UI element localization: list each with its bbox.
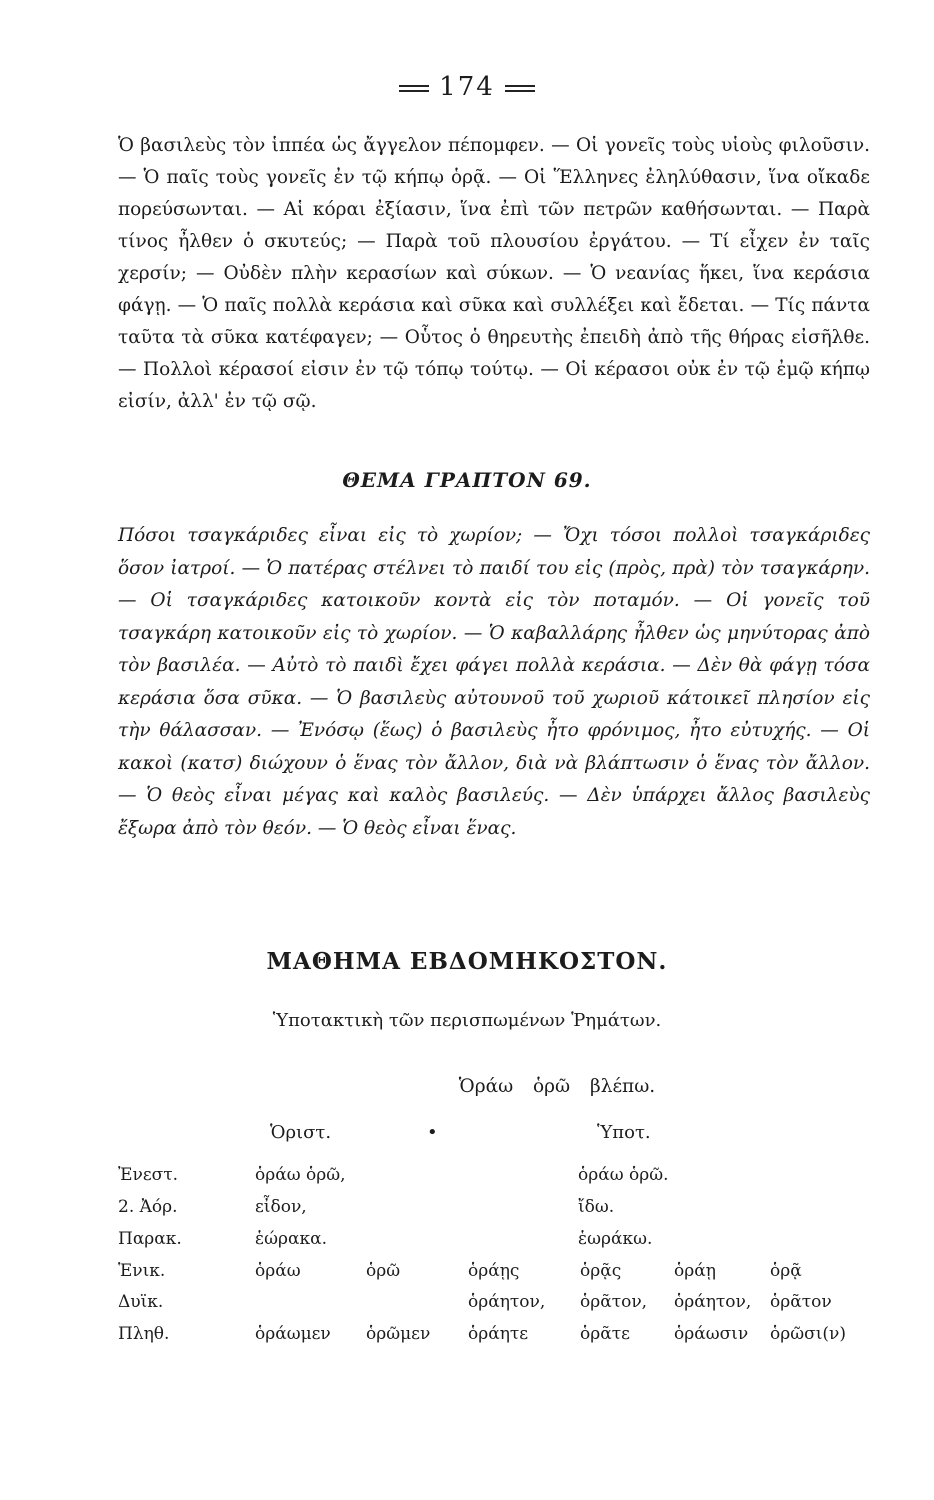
column-header-subjunctive: Ὑποτ.	[597, 1122, 651, 1143]
page-number-rule-right	[505, 85, 535, 92]
conj-form: ὁρᾶτον,	[580, 1292, 648, 1312]
cell-perfect-subjunctive: ἑωράκω.	[578, 1229, 653, 1249]
row-label-plural: Πληθ.	[118, 1324, 170, 1344]
conj-form: ὁρᾷς	[580, 1261, 622, 1281]
page-number-text: 174	[439, 72, 495, 102]
cell-aorist-indicative: εἶδον,	[255, 1197, 307, 1217]
exercise-paragraph-modern-greek: Πόσοι τσαγκάριδες εἶναι εἰς τὸ χωρίον; — Ὄχι τόσοι πολλοὶ τσαγκάριδες ὅσον ἰατροί. — Ὁ πατέρας στέλνει τὸ παιδί του εἰς (πρὸς, πρὰ) τὸν τσαγκάρην. — Οἱ τσαγκάριδες κατοικοῦν κοντὰ εἰς τὸν ποταμόν. — Οἱ γονεῖς τοῦ τσαγκάρη κατοικοῦν εἰς τὸ χωρίον. — Ὁ καβαλλάρης ἦλθεν ὡς μηνύτορας ἀπὸ τὸν βασιλέα. — Αὐτὸ τὸ παιδὶ ἔχει φάγει πολλὰ κεράσια. — Δὲν θὰ φάγῃ τόσα κεράσια ὅσα σῦκα. — Ὁ βασιλεὺς αὐτουνοῦ τοῦ χωριοῦ κάτοικεῖ πλησίον εἰς τὴν θάλασσαν. — Ἐνόσῳ (ἕως) ὁ βασιλεὺς ἦτο φρόνιμος, ἦτο εὐτυχής. — Οἱ κακοὶ (κατσ) διώχουν ὁ ἕνας τὸν ἄλλον, διὰ νὰ βλάπτωσιν ὁ ἕνας τὸν ἄλλον. — Ὁ θεὸς εἶναι μέγας καὶ καλὸς βασιλεύς. — Δὲν ὑπάρχει ἄλλος βασιλεὺς ἔξωρα ἀπὸ τὸν θεόν. — Ὁ θεὸς εἶναι ἕνας.	[118, 525, 870, 839]
row-label-aorist: 2. Ἀόρ.	[118, 1197, 178, 1217]
row-label-perfect: Παρακ.	[118, 1229, 182, 1249]
conj-form: ὁράητε	[468, 1324, 529, 1344]
lesson-subtitle: Ὑποτακτικὴ τῶν περισπωμένων Ῥημάτων.	[272, 1010, 662, 1031]
conj-form: ὁρῶ	[366, 1261, 401, 1281]
conj-form: ὁρῶμεν	[366, 1324, 431, 1344]
conj-form: ὁράητον,	[674, 1292, 752, 1312]
conj-form: ὁρᾶτε	[580, 1324, 630, 1344]
cell-present-indicative: ὁράω ὁρῶ,	[255, 1165, 346, 1185]
page-number-rule-left	[399, 85, 429, 92]
page-number	[0, 72, 934, 102]
cell-present-subjunctive: ὁράω ὁρῶ.	[578, 1165, 669, 1185]
column-header-indicative: Ὁριστ.	[270, 1122, 332, 1143]
row-label-present: Ἐνεστ.	[118, 1165, 179, 1185]
conj-form: ὁράωσιν	[674, 1324, 749, 1344]
exercise-paragraph-greek: Ὁ βασιλεὺς τὸν ἱππέα ὡς ἄγγελον πέπομφεν. — Οἱ γονεῖς τοὺς υἱοὺς φιλοῦσιν. — Ὁ παῖς τοὺς γονεῖς ἐν τῷ κήπῳ ὁρᾷ. — Οἱ Ἕλληνες ἐληλύθασιν, ἵνα οἴκαδε πορεύσωνται. — Αἱ κόραι ἐξίασιν, ἵνα ἐπὶ τῶν πετρῶν καθήσωνται. — Παρὰ τίνος ἦλθεν ὁ σκυτεύς; — Παρὰ τοῦ πλουσίου ἐργάτου. — Τί εἶχεν ἐν ταῖς χερσίν; — Οὐδὲν πλὴν κερασίων καὶ σύκων. — Ὁ νεανίας ἥκει, ἵνα κεράσια φάγῃ. — Ὁ παῖς πολλὰ κεράσια καὶ σῦκα καὶ συλλέξει καὶ ἔδεται. — Τίς πάντα ταῦτα τὰ σῦκα κατέφαγεν; — Οὗτος ὁ θηρευτὴς ἐπειδὴ ἀπὸ τῆς θήρας εἰσῆλθε. — Πολλοὶ κέρασοί εἰσιν ἐν τῷ τόπῳ τούτῳ. — Οἱ κέρασοι οὐκ ἐν τῷ ἐμῷ κήπῳ εἰσίν, ἀλλ' ἐν τῷ σῷ.	[118, 135, 870, 412]
conj-form: ὁράωμεν	[255, 1324, 331, 1344]
conj-form: ὁράω	[255, 1261, 301, 1281]
row-label-dual: Δυϊκ.	[118, 1292, 164, 1312]
verb-form: ὁρῶ	[533, 1076, 571, 1097]
cell-perfect-indicative: ἑώρακα.	[255, 1229, 327, 1249]
verb-form: Ὁράω	[458, 1076, 514, 1097]
row-label-singular: Ἑνικ.	[118, 1261, 166, 1281]
conj-form: ὁρῶσι(ν)	[770, 1324, 846, 1344]
column-header-dot: •	[427, 1122, 438, 1143]
lesson-heading: ΜΑΘΗΜΑ ΕΒΔΟΜΗΚΟΣΤΟΝ.	[266, 948, 668, 975]
written-theme-heading: ΘΕΜΑ ΓΡΑΠΤΟΝ 69.	[342, 468, 592, 492]
conj-form: ὁρᾷ	[770, 1261, 802, 1281]
conj-form: ὁράητον,	[468, 1292, 546, 1312]
conj-form: ὁρᾶτον	[770, 1292, 832, 1312]
conj-form: ὁράῃς	[468, 1261, 520, 1281]
cell-aorist-subjunctive: ἴδω.	[578, 1197, 615, 1217]
conj-form: ὁράῃ	[674, 1261, 716, 1281]
verb-form: βλέπω.	[590, 1076, 656, 1097]
verb-principal-forms	[90, 1076, 934, 1097]
